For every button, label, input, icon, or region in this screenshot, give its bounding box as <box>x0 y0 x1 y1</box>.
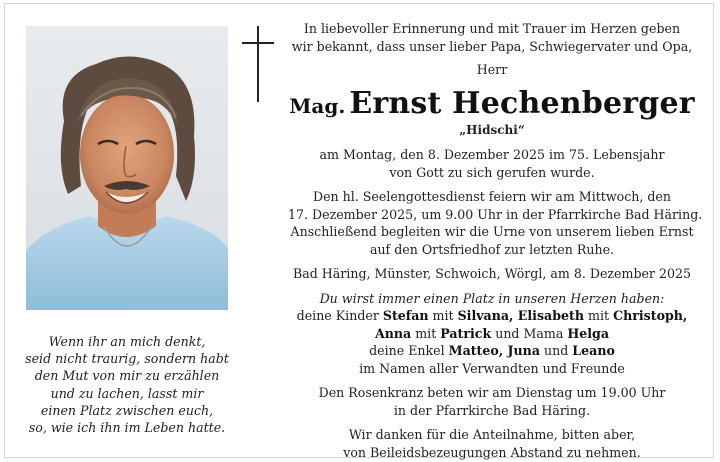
verse-line: seid nicht traurig, sondern habt <box>25 351 229 367</box>
nickname: „Hidschi“ <box>459 122 525 137</box>
salutation: Herr <box>476 62 508 77</box>
verse-line: so, wie ich ihn im Leben hatte. <box>28 420 226 436</box>
intro-line: In liebevoller Erinnerung und mit Trauer im Herzen geben <box>303 21 681 36</box>
portrait-photo <box>26 26 228 310</box>
obituary-text <box>288 20 703 461</box>
cross-icon <box>242 26 274 102</box>
academic-title: Mag. <box>289 93 346 118</box>
death-notice-line: von Gott zu sich gerufen wurde. <box>389 164 595 180</box>
intro-line: wir bekannt, dass unser lieber Papa, Schwiegervater und Opa, <box>291 38 693 54</box>
verse-line: und zu lachen, lasst mir <box>50 385 204 401</box>
thanks-line: von Beileidsbezeugungen Abstand zu nehmen. <box>343 444 641 460</box>
heart-line: Du wirst immer einen Platz in unseren Herzen haben: <box>319 290 665 306</box>
death-notice-line: am Montag, den 8. Dezember 2025 im 75. Lebensjahr <box>319 147 665 162</box>
rosary-line: in der Pfarrkirche Bad Häring. <box>393 402 591 418</box>
burial-line: auf den Ortsfriedhof zur letzten Ruhe. <box>369 241 615 257</box>
memorial-verse <box>14 333 240 436</box>
family-children-line-2: Anna mit Patrick und Mama Helga <box>374 325 610 341</box>
verse-line: den Mut von mir zu erzählen <box>34 368 220 384</box>
service-line: Den hl. Seelengottesdienst feiern wir am Mittwoch, den <box>312 189 671 204</box>
family-grandchildren-line: deine Enkel Matteo, Juna und Leano <box>369 343 615 358</box>
verse-line: einen Platz zwischen euch, <box>40 402 214 418</box>
burial-line: Anschließend begleiten wir die Urne von unserem lieben Ernst <box>290 224 694 239</box>
family-children-line: deine Kinder Stefan mit Silvana, Elisabeth mit Christoph, <box>296 308 688 323</box>
deceased-name: Ernst Hechenberger <box>349 85 695 121</box>
verse-line: Wenn ihr an mich denkt, <box>48 334 206 349</box>
portrait-illustration <box>26 26 228 310</box>
thanks-line: Wir danken für die Anteilnahme, bitten aber, <box>348 427 636 442</box>
place-date: Bad Häring, Münster, Schwoich, Wörgl, am 8. Dezember 2025 <box>292 266 692 281</box>
service-line: 17. Dezember 2025, um 9.00 Uhr in der Pfarrkirche Bad Häring. <box>288 206 703 222</box>
rosary-line: Den Rosenkranz beten wir am Dienstag um 19.00 Uhr <box>318 385 666 400</box>
deceased-name-line <box>288 87 696 126</box>
family-closing-line: im Namen aller Verwandten und Freunde <box>359 360 625 376</box>
